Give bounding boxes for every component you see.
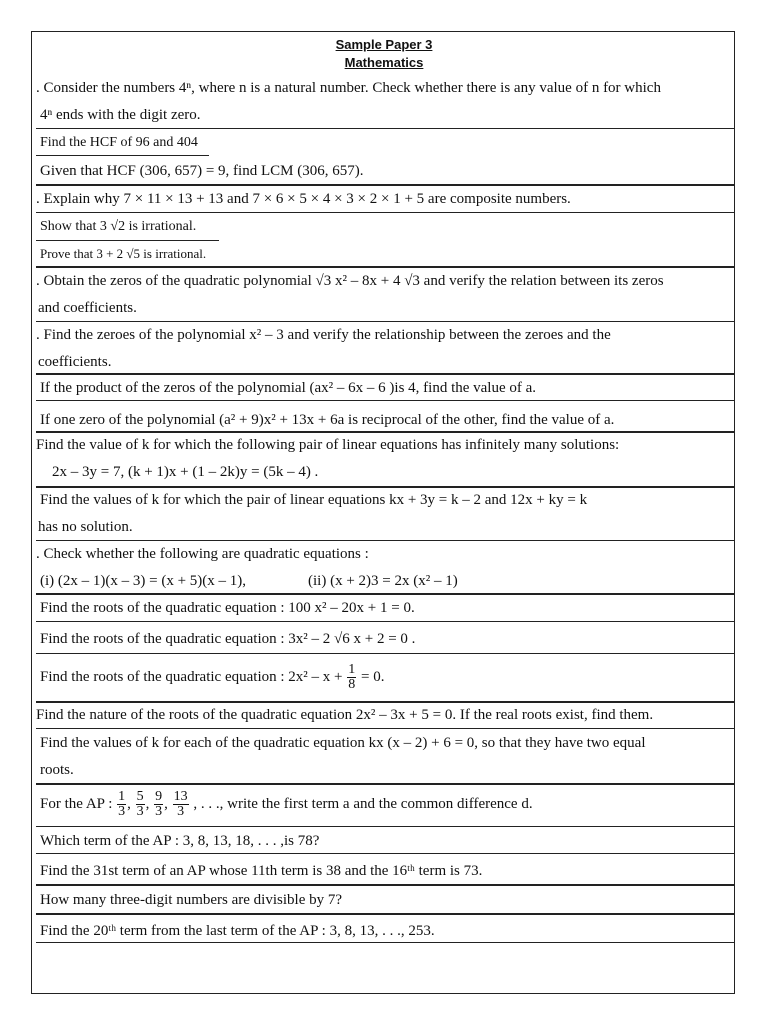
fraction-numerator: 13 (173, 789, 188, 805)
question-7-line-1: . Obtain the zeros of the quadratic polynomial √3 x² – 8x + 4 √3 and verify the relation between its zeros (36, 273, 664, 289)
question-22: How many three-digit numbers are divisible by 7? (40, 892, 343, 908)
question-13-line-1: . Check whether the following are quadratic equations : (36, 546, 369, 562)
question-1-line-2: 4ⁿ ends with the digit zero. (40, 107, 201, 123)
divider (36, 783, 735, 785)
fraction (136, 790, 145, 819)
paper-subject: Mathematics (344, 55, 424, 70)
question-13-part-ii: (ii) (x + 2)3 = 2x (x² – 1) (308, 573, 458, 589)
fraction (154, 790, 163, 819)
divider (36, 728, 735, 729)
question-3: Given that HCF (306, 657) = 9, find LCM (306, 657). (40, 163, 364, 179)
question-2: Find the HCF of 96 and 404 (40, 135, 198, 150)
divider (36, 621, 735, 622)
fraction-numerator: 9 (155, 789, 163, 805)
question-13-part-i: (i) (2x – 1)(x – 3) = (x + 5)(x – 1), (40, 573, 247, 589)
question-12-line-1: Find the values of k for which the pair of linear equations kx + 3y = k – 2 and 12x + ky = k (40, 492, 588, 508)
divider (36, 826, 735, 827)
question-15: Find the roots of the quadratic equation : 3x² – 2 √6 x + 2 = 0 . (40, 631, 416, 647)
fraction-numerator: 1 (118, 789, 126, 805)
question-19-suffix: , . . ., write the first term a and the common difference d. (193, 796, 533, 812)
question-4: . Explain why 7 × 11 × 13 + 13 and 7 × 6 × 5 × 4 × 3 × 2 × 1 + 5 are composite numbers. (36, 191, 571, 207)
question-20: Which term of the AP : 3, 8, 13, 18, . . . ,is 78? (40, 833, 320, 849)
fraction-denominator: 8 (348, 677, 356, 693)
divider (36, 653, 735, 654)
question-23: Find the 20ᵗʰ term from the last term of the AP : 3, 8, 13, . . ., 253. (40, 923, 435, 939)
divider (36, 212, 735, 213)
fraction-numerator: 1 (348, 662, 356, 678)
question-12-line-2: has no solution. (38, 519, 133, 535)
question-19-prefix: For the AP : (40, 796, 113, 812)
question-21: Find the 31st term of an AP whose 11th term is 38 and the 16ᵗʰ term is 73. (40, 863, 483, 879)
question-17: Find the nature of the roots of the quadratic equation 2x² – 3x + 5 = 0. If the real roots exist, find them. (36, 707, 654, 723)
question-8-line-2: coefficients. (38, 354, 112, 370)
question-8-line-1: . Find the zeroes of the polynomial x² – 3 and verify the relationship between the zeroes and the (36, 327, 611, 343)
question-10: If one zero of the polynomial (a² + 9)x² + 13x + 6a is reciprocal of the other, find the value of a. (40, 412, 615, 428)
divider (36, 884, 735, 886)
question-18-line-2: roots. (40, 762, 74, 778)
divider (36, 128, 735, 129)
fraction-denominator: 3 (177, 804, 185, 820)
question-7-line-2: and coefficients. (38, 300, 137, 316)
question-11-line-2: 2x – 3y = 7, (k + 1)x + (1 – 2k)y = (5k – 4) . (52, 464, 319, 480)
question-16-text: Find the roots of the quadratic equation : 2x² – x + (40, 669, 343, 685)
question-1-line-1: . Consider the numbers 4ⁿ, where n is a natural number. Check whether there is any value of n for which (36, 80, 661, 96)
divider (36, 155, 209, 156)
paper-title: Sample Paper 3 (335, 37, 433, 52)
fraction (347, 663, 356, 692)
divider (36, 913, 735, 915)
fraction-denominator: 3 (118, 804, 126, 820)
question-11-line-1: Find the value of k for which the following pair of linear equations has infinitely many solutions: (36, 437, 620, 453)
fraction (117, 790, 126, 819)
question-14: Find the roots of the quadratic equation : 100 x² – 20x + 1 = 0. (40, 600, 415, 616)
fraction-denominator: 3 (155, 804, 163, 820)
divider (36, 400, 735, 401)
question-5: Show that 3 √2 is irrational. (40, 219, 197, 234)
divider (36, 942, 735, 943)
question-19: For the AP : $\frac{1}{3}$ , $\frac{5}{3}$ , $\frac{9}{3}$ , $\frac{13}{3}$ , . . ., write the first term a and the common difference d. (40, 789, 533, 820)
question-16-suffix: = 0. (360, 669, 385, 685)
question-9: If the product of the zeros of the polynomial (ax² – 6x – 6 )is 4, find the value of a. (40, 380, 537, 396)
question-18-line-1: Find the values of k for each of the quadratic equation kx (x – 2) + 6 = 0, so that they have two equal (40, 735, 646, 751)
fraction (173, 790, 189, 819)
fraction-denominator: 3 (136, 804, 144, 820)
question-6: Prove that 3 + 2 √5 is irrational. (40, 246, 207, 261)
question-16 (40, 659, 740, 695)
divider (36, 853, 735, 854)
fraction-numerator: 5 (136, 789, 144, 805)
